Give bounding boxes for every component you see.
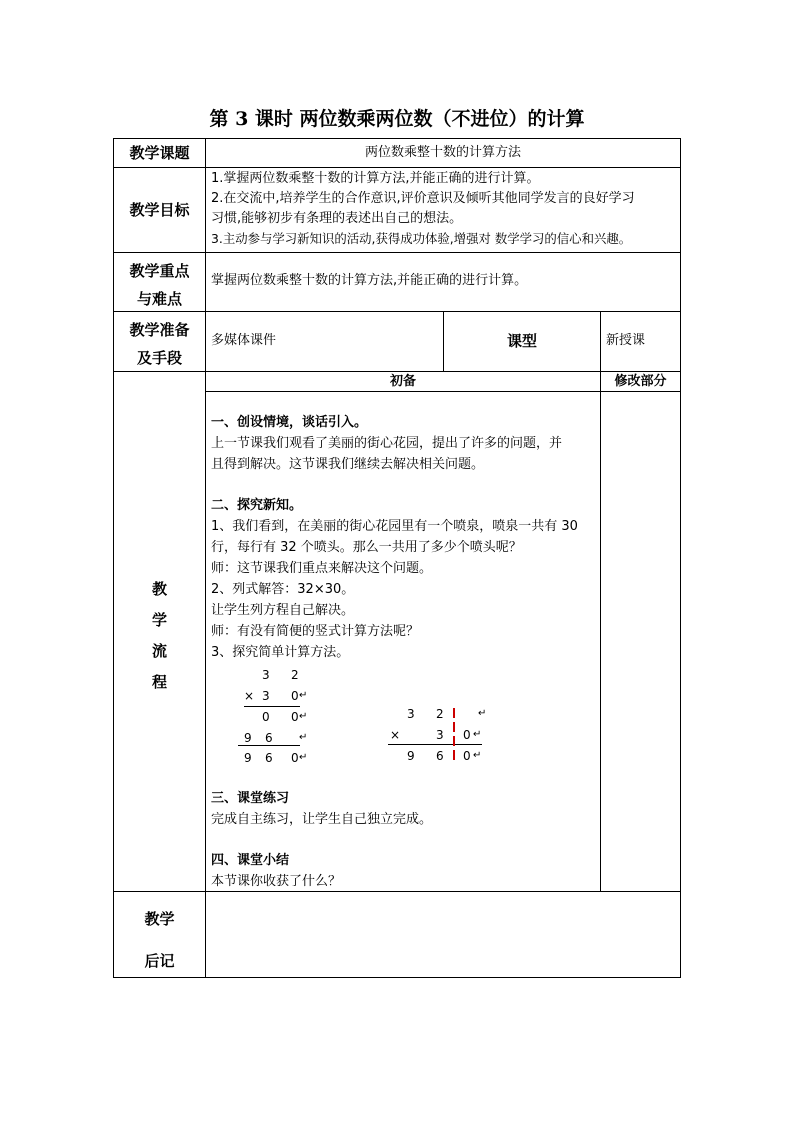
digit: 2	[291, 668, 299, 682]
digit: 6	[265, 751, 273, 765]
section-2-heading: 二、探究新知。	[211, 498, 303, 513]
keypoints-label-line: 教学重点	[129, 262, 190, 280]
prep-value: 多媒体课件	[211, 333, 277, 348]
section-3-heading: 三、课堂练习	[211, 791, 290, 806]
process-label-char: 教	[151, 580, 167, 598]
page-title: 第 3 课时 两位数乘两位数（不进位）的计算	[209, 108, 585, 130]
lesson-type-label: 课型	[506, 332, 537, 350]
col-revise-header: 修改部分	[614, 374, 667, 389]
digit: 6	[265, 731, 273, 745]
topic-label: 教学课题	[129, 144, 190, 162]
digit: 3	[436, 728, 444, 742]
reflection-label-line: 后记	[144, 952, 175, 970]
section-4-heading: 四、课堂小结	[211, 853, 290, 868]
section-1-line: 且得到解决。这节课我们继续去解决相关问题。	[211, 457, 485, 472]
prep-label-line: 教学准备	[129, 321, 190, 339]
prep-label	[114, 316, 205, 372]
section-1-heading: 一、创设情境，谈话引入。	[211, 415, 368, 430]
digit: 0	[463, 749, 471, 763]
digit: 6	[436, 749, 444, 763]
prep-label-line: 及手段	[136, 349, 182, 367]
goals-text	[211, 169, 679, 249]
reflection-content[interactable]	[206, 892, 680, 977]
keypoints-label-line: 与难点	[136, 290, 182, 308]
process-label	[114, 574, 205, 698]
digit: 9	[244, 751, 252, 765]
section-2-line: 1、我们看到，在美丽的街心花园里有一个喷泉，喷泉一共有 30	[211, 519, 578, 534]
section-2-line: 行，每行有 32 个喷头。那么一共用了多少个喷头呢？	[211, 540, 522, 555]
section-2-line: 2、列式解答：32×30。	[211, 582, 355, 597]
digit: 0	[262, 710, 270, 724]
digit: 0	[463, 728, 471, 742]
keypoints-value: 掌握两位数乘整十数的计算方法,并能正确的进行计算。	[211, 273, 528, 288]
red-dashed-divider	[453, 750, 455, 760]
process-label-char: 学	[151, 611, 167, 629]
multiply-sign: ×	[390, 728, 401, 742]
digit: 0	[291, 751, 299, 765]
section-4-line: 本节课你收获了什么？	[211, 874, 342, 889]
reflection-label-line: 教学	[144, 910, 175, 928]
digit: 9	[244, 731, 252, 745]
digit: 0	[291, 689, 299, 703]
red-dashed-divider	[453, 736, 455, 746]
section-2-line: 让学生列方程自己解决。	[211, 603, 355, 618]
paragraph-mark: ↵	[299, 711, 308, 722]
goal-line: 1.掌握两位数乘整十数的计算方法,并能正确的进行计算。	[211, 171, 540, 186]
digit: 2	[436, 707, 444, 721]
digit: 3	[262, 689, 270, 703]
paragraph-mark: ↵	[299, 752, 308, 763]
section-3-line: 完成自主练习，让学生自己独立完成。	[211, 812, 433, 827]
goals-label: 教学目标	[129, 201, 190, 219]
process-label-char: 程	[151, 673, 167, 691]
red-dashed-divider	[453, 722, 455, 732]
keypoints-label	[114, 257, 205, 313]
digit: 9	[407, 749, 415, 763]
col-draft-header: 初备	[389, 374, 416, 389]
paragraph-mark: ↵	[473, 750, 482, 761]
digit: 3	[407, 707, 415, 721]
paragraph-mark: ↵	[478, 708, 487, 719]
digit: 3	[262, 668, 270, 682]
goal-line: 2.在交流中,培养学生的合作意识,评价意识及倾听其他同学发言的良好学习	[211, 191, 635, 206]
multiply-sign: ×	[244, 689, 255, 703]
section-1-line: 上一节课我们观看了美丽的街心花园，提出了许多的问题，并	[211, 436, 563, 451]
reflection-label	[114, 898, 205, 982]
red-dashed-divider	[453, 708, 455, 718]
digit: 0	[291, 710, 299, 724]
goal-line: 习惯,能够初步有条理的表述出自己的想法。	[211, 211, 463, 226]
section-2-line: 师：有没有简便的竖式计算方法呢？	[211, 624, 420, 639]
process-label-char: 流	[151, 642, 167, 660]
paragraph-mark: ↵	[299, 732, 308, 743]
section-2-line: 师：这节课我们重点来解决这个问题。	[211, 561, 433, 576]
section-2-line: 3、探究简单计算方法。	[211, 645, 350, 660]
paragraph-mark: ↵	[473, 729, 482, 740]
paragraph-mark: ↵	[299, 690, 308, 701]
topic-value: 两位数乘整十数的计算方法	[364, 145, 521, 160]
lesson-type-value: 新授课	[606, 333, 646, 348]
goal-line: 3.主动参与学习新知识的活动,获得成功体验,增强对 数学学习的信心和兴趣。	[211, 231, 632, 246]
